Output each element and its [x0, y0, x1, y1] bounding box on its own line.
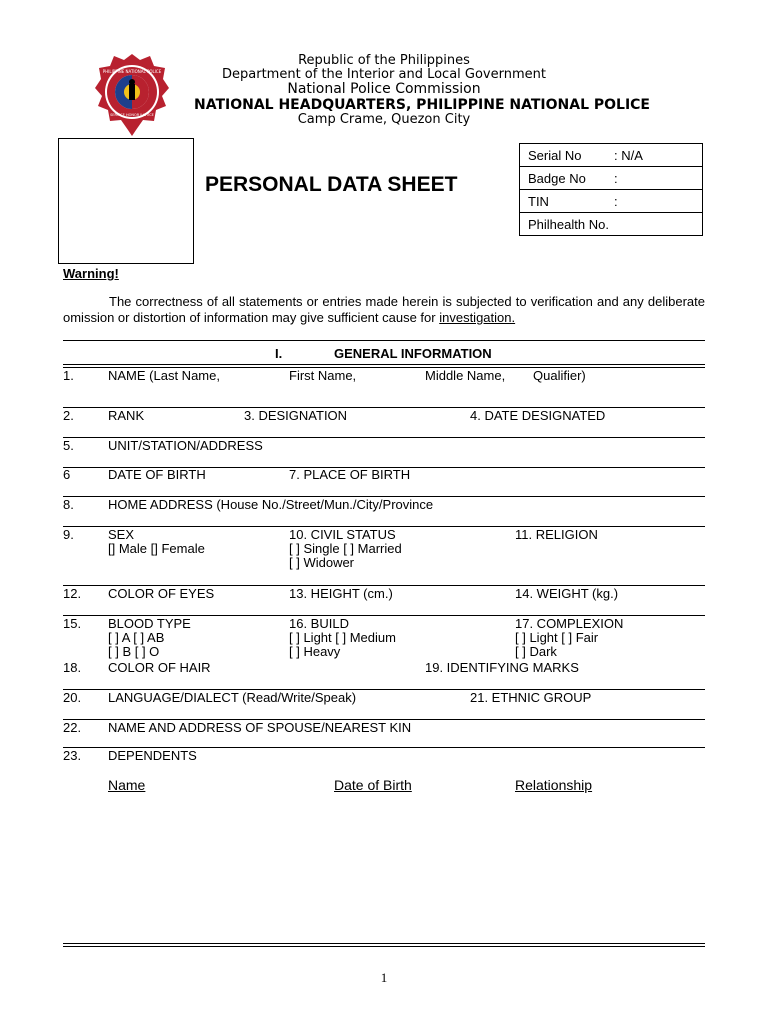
field-12-number: 12.: [63, 586, 82, 601]
id-row-badge: [520, 167, 703, 190]
field-1-number: 1.: [63, 368, 74, 383]
field-complexion-options-1[interactable]: [ ] Light [ ] Fair: [515, 630, 599, 645]
warning-text: The correctness of all statements or entries made herein is subjected to verification and any deliberate omission or distortion of information may give sufficient cause for: [63, 294, 705, 325]
serial-no-value[interactable]: : N/A: [614, 147, 643, 163]
id-row-tin: [520, 190, 703, 213]
photo-box: [58, 138, 194, 264]
field-20-number: 20.: [63, 690, 82, 705]
field-6-number: 6: [63, 467, 71, 482]
field-ethnic-group[interactable]: 21. ETHNIC GROUP: [470, 690, 592, 705]
field-home-address[interactable]: HOME ADDRESS (House No./Street/Mun./City/Province: [108, 497, 434, 512]
tin-label: TIN: [528, 193, 549, 209]
field-civil-status-options-2[interactable]: [ ] Widower: [289, 555, 355, 570]
header-national-headquarters: NATIONAL HEADQUARTERS, PHILIPPINE NATIONAL POLICE: [193, 97, 650, 113]
id-row-philhealth: [520, 213, 703, 236]
field-name-first[interactable]: First Name,: [289, 368, 357, 383]
dependents-col-date-of-birth: Date of Birth: [334, 777, 412, 793]
field-religion[interactable]: 11. RELIGION: [515, 527, 598, 542]
field-23-number: 23.: [63, 748, 82, 763]
field-color-of-hair[interactable]: COLOR OF HAIR: [108, 660, 211, 675]
serial-no-label: Serial No: [528, 147, 582, 163]
badge-no-value[interactable]: :: [614, 170, 618, 186]
warning-investigation: investigation.: [439, 310, 516, 325]
field-blood-type-options-2[interactable]: [ ] B [ ] O: [108, 644, 160, 659]
seal-bottom-text: SERVICE HONOR JUSTICE: [110, 113, 154, 117]
field-unit-station-address[interactable]: UNIT/STATION/ADDRESS: [108, 438, 263, 453]
section-title: GENERAL INFORMATION: [334, 346, 492, 361]
field-9-number: 9.: [63, 527, 74, 542]
warning-paragraph: [63, 294, 705, 326]
warning-heading: [63, 266, 119, 281]
id-row-serial: [520, 144, 703, 167]
field-5-number: 5.: [63, 438, 74, 453]
seal-top-text: PHILIPPINE NATIONAL POLICE: [102, 69, 162, 74]
field-blood-type-options-1[interactable]: [ ] A [ ] AB: [108, 630, 165, 645]
field-name-qualifier[interactable]: Qualifier): [533, 368, 586, 383]
philhealth-label: Philhealth No.: [528, 216, 609, 232]
field-civil-status-options-1[interactable]: [ ] Single [ ] Married: [289, 541, 402, 556]
field-18-number: 18.: [63, 660, 82, 675]
field-sex-options[interactable]: [] Male [] Female: [108, 541, 205, 556]
field-build: 16. BUILD: [289, 616, 349, 631]
field-complexion-options-2[interactable]: [ ] Dark: [515, 644, 557, 659]
field-identifying-marks[interactable]: 19. IDENTIFYING MARKS: [425, 660, 579, 675]
field-weight[interactable]: 14. WEIGHT (kg.): [515, 586, 619, 601]
page-number: 1: [380, 970, 388, 985]
field-sex: SEX: [108, 527, 135, 542]
field-build-options-1[interactable]: [ ] Light [ ] Medium: [289, 630, 396, 645]
dependents-col-name: Name: [108, 777, 146, 793]
field-8-number: 8.: [63, 497, 74, 512]
field-civil-status: 10. CIVIL STATUS: [289, 527, 396, 542]
field-name-middle[interactable]: Middle Name,: [425, 368, 506, 383]
id-table: [519, 143, 703, 236]
field-spouse-nearest-kin[interactable]: NAME AND ADDRESS OF SPOUSE/NEAREST KIN: [108, 720, 412, 735]
header-camp-crame: Camp Crame, Quezon City: [297, 112, 471, 127]
header-department: Department of the Interior and Local Government: [222, 67, 546, 82]
field-build-options-2[interactable]: [ ] Heavy: [289, 644, 341, 659]
field-name-last[interactable]: NAME (Last Name,: [108, 368, 220, 383]
field-language-dialect[interactable]: LANGUAGE/DIALECT (Read/Write/Speak): [108, 690, 357, 705]
field-15-number: 15.: [63, 616, 82, 631]
field-designation[interactable]: 3. DESIGNATION: [244, 408, 348, 423]
header-republic: Republic of the Philippines: [298, 53, 470, 68]
field-complexion: 17. COMPLEXION: [515, 616, 624, 631]
field-date-of-birth[interactable]: DATE OF BIRTH: [108, 467, 206, 482]
section-top-rule: [63, 340, 705, 341]
field-height[interactable]: 13. HEIGHT (cm.): [289, 586, 393, 601]
field-dependents: DEPENDENTS: [108, 748, 197, 763]
warning-title: Warning!: [63, 266, 119, 281]
bottom-rule-1: [63, 943, 705, 944]
field-color-of-eyes[interactable]: COLOR OF EYES: [108, 586, 215, 601]
section-rule-1: [63, 364, 705, 365]
field-date-designated[interactable]: 4. DATE DESIGNATED: [470, 408, 606, 423]
tin-value[interactable]: :: [614, 193, 618, 209]
field-2-number: 2.: [63, 408, 74, 423]
bottom-rule-2: [63, 946, 705, 947]
field-22-number: 22.: [63, 720, 82, 735]
header-napolcom: National Police Commission: [287, 81, 481, 97]
dependents-col-relationship: Relationship: [515, 777, 593, 793]
field-blood-type: BLOOD TYPE: [108, 616, 191, 631]
field-rank[interactable]: RANK: [108, 408, 145, 423]
field-place-of-birth[interactable]: 7. PLACE OF BIRTH: [289, 467, 411, 482]
badge-no-label: Badge No: [528, 170, 586, 186]
row-rule-1: [63, 407, 705, 408]
section-number: I.: [275, 346, 283, 361]
document-title: PERSONAL DATA SHEET: [205, 173, 458, 196]
